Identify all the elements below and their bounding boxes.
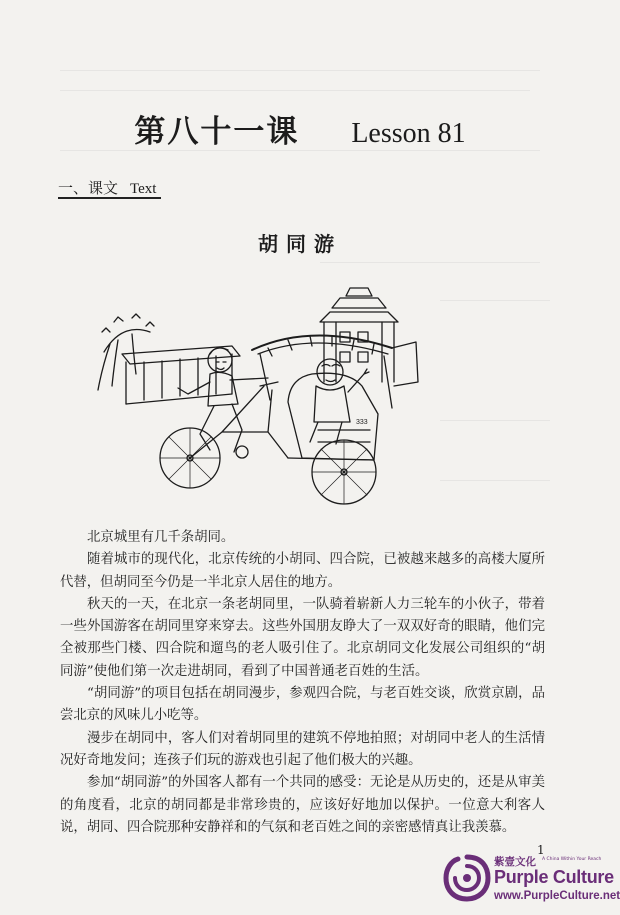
paragraph-2: 随着城市的现代化，北京传统的小胡同、四合院，已被越来越多的高楼大厦所代替，但胡同至今仍是一半北京人居住的地方。 [60, 552, 545, 590]
logo-name-zh: 紫壹文化 [494, 856, 536, 868]
paragraph-4: “胡同游”的项目包括在胡同漫步，参观四合院，与老百姓交谈，欣赏京剧，品尝北京的风味儿小吃等。 [60, 686, 545, 724]
logo-brand: Purple Culture [494, 867, 614, 887]
section-heading [58, 177, 156, 198]
paragraph-5: 漫步在胡同中，客人们对着胡同里的建筑不停地拍照；对胡同中老人的生活情况好奇地发问；连孩子们玩的游戏也引起了他们极大的兴趣。 [60, 730, 545, 768]
logo-url[interactable]: www.PurpleCulture.net [494, 890, 620, 902]
rickshaw-number: 333 [356, 419, 368, 426]
page-number: 1 [537, 843, 545, 857]
paragraph-6: 参加“胡同游”的外国客人都有一个共同的感受：无论是从历史的，还是从审美的角度看，北京的胡同都是非常珍贵的，应该好好地加以保护。一位意大利客人说，胡同、四合院那种安静祥和的气氛和老百姓之间的亲密感情真让我羡慕。 [60, 775, 545, 835]
section-label-zh: 一、课文 [58, 179, 119, 197]
paragraph-1: 北京城里有几千条胡同。 [87, 530, 235, 545]
purple-culture-logo[interactable] [442, 852, 620, 912]
section-underline [58, 197, 161, 199]
lesson-title-zh: 第八十一课 [134, 114, 300, 150]
pedicab-illustration [92, 282, 422, 512]
logo-tagline: A China Within Your Reach [542, 857, 602, 862]
text-body [60, 527, 545, 839]
text-title: 胡同游 [258, 232, 342, 256]
section-label-en: Text [130, 181, 157, 197]
lesson-title-en: Lesson 81 [351, 118, 466, 149]
lesson-heading [0, 106, 600, 151]
seal-icon [442, 853, 492, 903]
paragraph-3: 秋天的一天，在北京一条老胡同里，一队骑着崭新人力三轮车的小伙子，带着一些外国游客在胡同里穿来穿去。这些外国朋友睁大了一双双好奇的眼睛，他们完全被那些门楼、四合院和遛鸟的老人吸引住了。北京胡同文化发展公司组织的“胡同游”使他们第一次走进胡同，看到了中国普通老百姓的生活。 [60, 596, 545, 679]
